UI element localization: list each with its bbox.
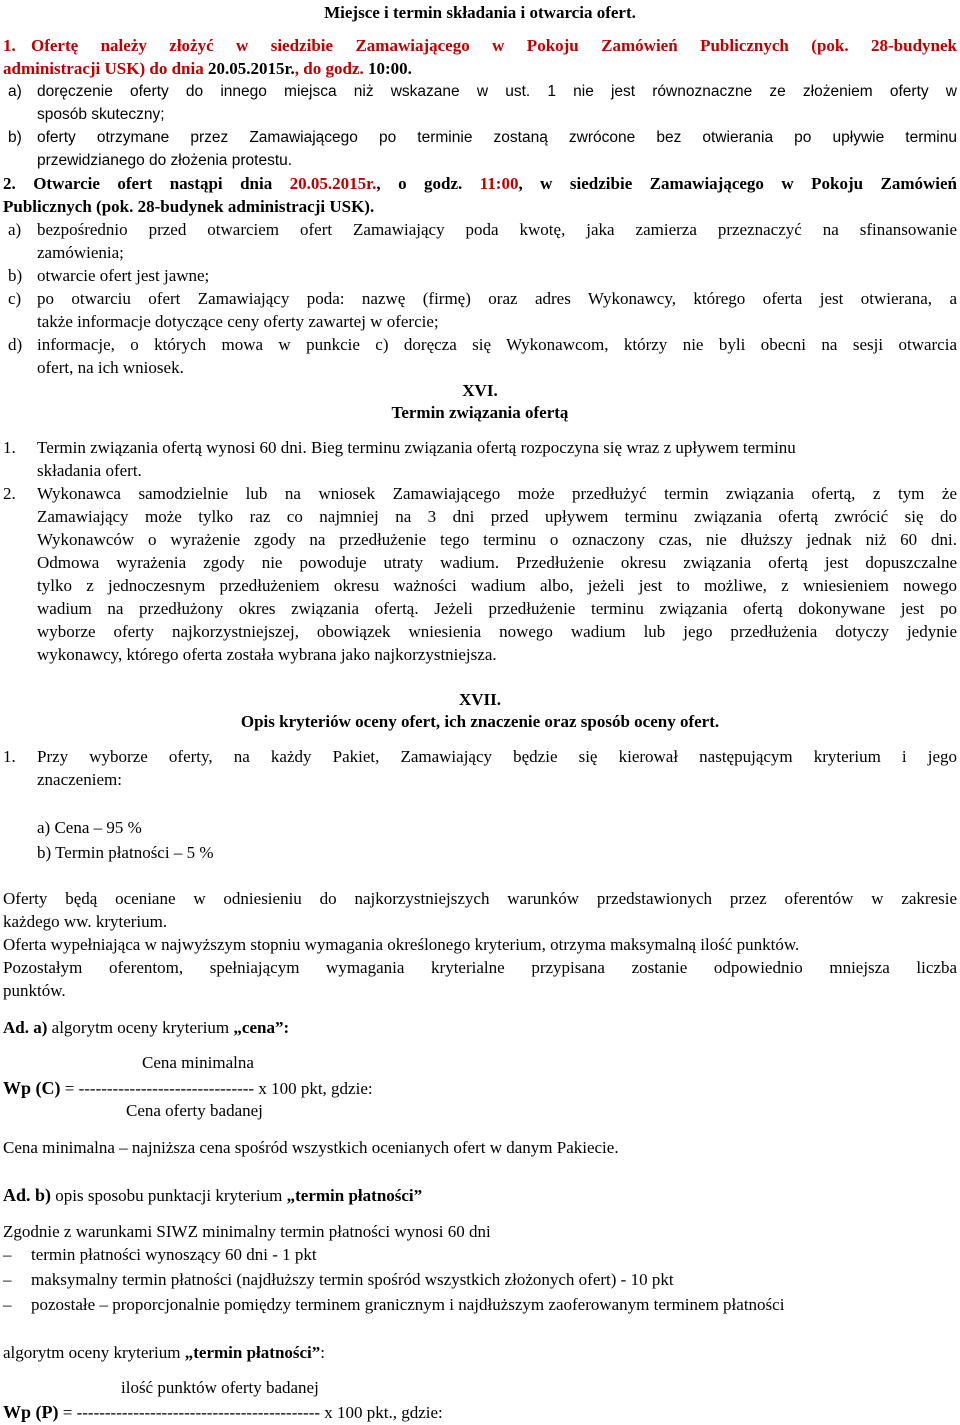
paragraph-line: wadium na przedłużony okres związania ofertą. Jeżeli przedłużenie terminu związania ofertą dokonywane jest po — [37, 599, 957, 618]
bullet-dash: – — [3, 1270, 12, 1289]
list-item-line: otwarcie ofert jest jawne; — [37, 266, 210, 285]
formula-line — [3, 1078, 373, 1099]
formula-rhs: = ------------------------------------------- x 100 pkt., gdzie: — [58, 1403, 443, 1422]
section-heading: Miejsce i termin składania i otwarcia ofert. — [324, 3, 636, 22]
section-number: XVI. — [462, 381, 498, 400]
list-item-line: także informacje dotyczące ceny oferty zawartej w ofercie; — [37, 312, 439, 331]
subsection-a-heading — [3, 1018, 289, 1038]
paragraph-line: Ofertę należy złożyć w siedzibie Zamawiającego w Pokoju Zamówień Publicznych (pok. 28-budynek — [31, 36, 957, 55]
list-label: b) — [8, 129, 22, 146]
list-item-line: po otwarciu ofert Zamawiający poda: nazwę (firmę) oraz adres Wykonawcy, którego oferta jest otwierana, a — [37, 289, 957, 308]
paragraph-line: Pozostałym oferentom, spełniającym wymagania kryterialne przypisana zostanie odpowiednio mniejsza liczba — [3, 958, 957, 977]
list-label: b) — [8, 266, 23, 285]
paragraph-line: Publicznych (pok. 28-budynek administracji USK). — [3, 197, 375, 216]
text-run: algorytm oceny kryterium — [47, 1018, 234, 1037]
list-item-line: informacje, o których mowa w punkcie c) doręcza się Wykonawcom, którzy nie byli obecni na sesji otwarcia — [37, 335, 957, 354]
section-title: Opis kryteriów oceny ofert, ich znaczenie oraz sposób oceny ofert. — [240, 712, 720, 731]
text-run: : — [320, 1343, 326, 1362]
list-item-line: bezpośrednio przed otwarciem ofert Zamawiający poda kwotę, jaka zamierza przeznaczyć na sfinansowanie — [37, 220, 957, 239]
paragraph-line: Odmowa wyrażenia zgody nie powoduje utraty wadium. Przedłużenie okresu związania ofertą jest dopuszczalne — [37, 553, 957, 572]
text-run: , o godz. — [376, 174, 480, 193]
paragraph-line: Termin związania ofertą wynosi 60 dni. Bieg terminu związania ofertą rozpoczyna się wraz z upływem terminu — [37, 438, 796, 457]
formula-denominator: Cena oferty badanej — [126, 1101, 263, 1120]
list-item-line: zamówienia; — [37, 243, 124, 262]
paragraph-line: Wykonawca samodzielnie lub na wniosek Zamawiającego może przedłużyć termin związania ofertą, z tym że — [37, 484, 957, 503]
paragraph-line: wyborze oferty najkorzystniejszej, obowiązek wniesienia nowego wadium lub jego przedłużenia dotyczy jedynie — [37, 622, 957, 641]
list-label: c) — [8, 289, 22, 308]
criterion-payment-term: b) Termin płatności – 5 % — [37, 843, 214, 862]
section-title: Termin związania ofertą — [391, 403, 569, 422]
formula-rhs: = ------------------------------- x 100 pkt, gdzie: — [60, 1079, 373, 1098]
paragraph-line: znaczeniem: — [37, 770, 122, 789]
opening-date: 20.05.2015r. — [289, 174, 377, 193]
paragraph-line: Zamawiający może tylko raz co najmniej na 3 dni przed upływem terminu związania ofertą zwrócić się do — [37, 507, 957, 526]
list-item: maksymalny termin płatności (najdłuższy termin spośród wszystkich złożonych ofert) - 10 pkt — [31, 1270, 674, 1289]
paragraph-line: każdego ww. kryterium. — [3, 912, 168, 931]
formula-lhs: Wp (P) — [3, 1402, 59, 1422]
text-run: Ad. b) — [3, 1185, 52, 1205]
deadline-date: 20.05.2015r. — [207, 59, 295, 78]
paragraph-line: Przy wyborze oferty, na każdy Pakiet, Zamawiający będzie się kierował następującym kryterium i jego — [37, 747, 957, 766]
formula-line — [3, 1402, 443, 1423]
text-run: , w siedzibie Zamawiającego w Pokoju Zamówień — [518, 174, 958, 193]
bullet-dash: – — [3, 1295, 12, 1314]
text-run: algorytm oceny kryterium — [3, 1343, 185, 1362]
text-run: „cena”: — [233, 1018, 290, 1037]
paragraph-line: Cena minimalna – najniższa cena spośród wszystkich ocenianych ofert w danym Pakiecie. — [3, 1138, 619, 1157]
list-item-line: sposób skuteczny; — [37, 106, 165, 123]
text-run: administracji USK) do dnia — [3, 59, 208, 78]
list-item: termin płatności wynoszący 60 dni - 1 pkt — [31, 1245, 317, 1264]
paragraph-line: Oferta wypełniająca w najwyższym stopniu wymagania określonego kryterium, otrzyma maksymalną ilość punktów. — [3, 935, 800, 954]
paragraph-line — [3, 59, 412, 79]
list-item: pozostałe – proporcjonalnie pomiędzy terminem granicznym i najdłuższym zaoferowanym terminem płatności — [31, 1295, 785, 1314]
list-label: a) — [8, 83, 22, 100]
paragraph-line: składania ofert. — [37, 461, 142, 480]
paragraph-line — [3, 1343, 325, 1363]
text-run: Ad. a) — [3, 1018, 48, 1037]
bullet-dash: – — [3, 1245, 12, 1264]
deadline-time: 10:00. — [367, 59, 412, 78]
list-item-line: doręczenie oferty do innego miejsca niż wskazane w ust. 1 nie jest równoznaczne ze złożeniem oferty w — [37, 83, 957, 100]
paragraph-line: tylko z jednoczesnym przedłużeniem okresu ważności wadium albo, jeżeli jest to możliwe, z wniesieniem nowego — [37, 576, 957, 595]
paragraph-line: Zgodnie z warunkami SIWZ minimalny termin płatności wynosi 60 dni — [3, 1222, 491, 1241]
paragraph-number: 1. — [3, 438, 16, 457]
text-run: „termin płatności” — [286, 1186, 423, 1205]
paragraph-line: wykonawcy, którego oferta została wybrana jako najkorzystniejsza. — [37, 645, 497, 664]
list-item-line: oferty otrzymane przez Zamawiającego po terminie zostaną zwrócone bez otwierania po upływie terminu — [37, 129, 957, 146]
section-number: XVII. — [458, 690, 502, 709]
list-item-line: przewidzianego do złożenia protestu. — [37, 152, 293, 169]
paragraph-line — [3, 174, 957, 194]
paragraph-number: 2. — [3, 484, 16, 503]
list-label: a) — [8, 220, 22, 239]
text-run: , do godz. — [294, 59, 368, 78]
text-run: opis sposobu punktacji kryterium — [51, 1186, 287, 1205]
paragraph-line: Oferty będą oceniane w odniesieniu do najkorzystniejszych warunków przedstawionych przez oferentów w zakresie — [3, 889, 957, 908]
criterion-price: a) Cena – 95 % — [37, 818, 142, 837]
list-item-line: ofert, na ich wniosek. — [37, 358, 184, 377]
formula-numerator: ilość punktów oferty badanej — [121, 1378, 319, 1397]
text-run: „termin płatności” — [184, 1343, 321, 1362]
list-label: d) — [8, 335, 23, 354]
paragraph-number: 1. — [3, 36, 16, 55]
opening-time: 11:00 — [479, 174, 519, 193]
subsection-b-heading — [3, 1185, 422, 1206]
text-run: 2. Otwarcie ofert nastąpi dnia — [3, 174, 290, 193]
formula-lhs: Wp (C) — [3, 1078, 61, 1098]
paragraph-line: Wykonawców o wyrażenie zgody na przedłużenie tego terminu o oznaczony czas, nie dłuższy jednak niż 60 dni. — [37, 530, 957, 549]
paragraph-number: 1. — [3, 747, 16, 766]
formula-numerator: Cena minimalna — [142, 1053, 254, 1072]
paragraph-line: punktów. — [3, 981, 66, 1000]
